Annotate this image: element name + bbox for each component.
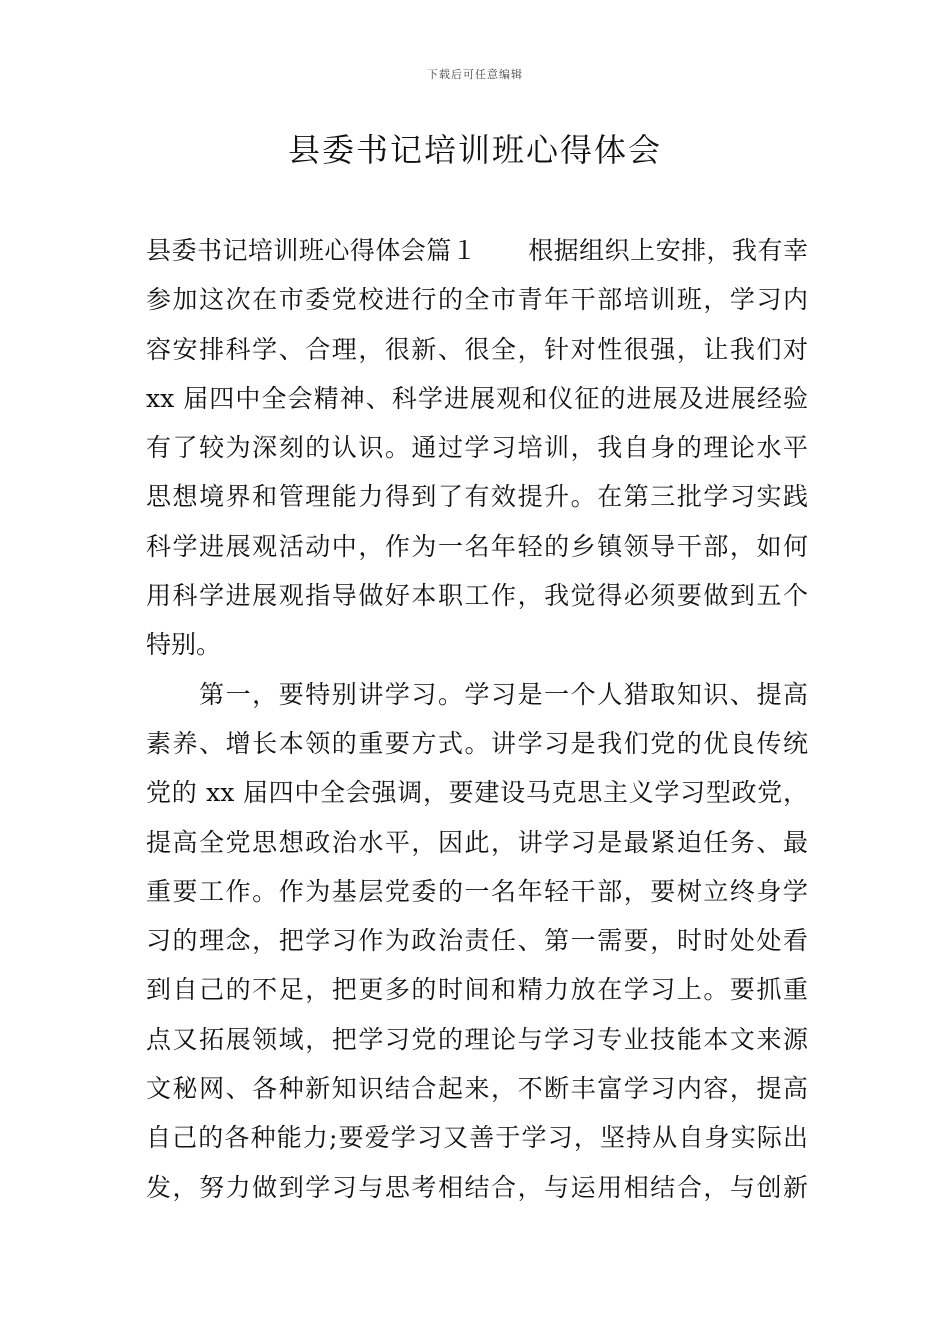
body-text-line: 参加这次在市委党校进行的全市青年干部培训班，学习内: [146, 285, 808, 315]
body-text-line: 容安排科学、合理，很新、很全，针对性很强，让我们对: [146, 334, 808, 364]
body-text-line: 自己的各种能力;要爱学习又善于学习，坚持从自身实际出: [146, 1123, 808, 1153]
body-text-line: 用科学进展观指导做好本职工作，我觉得必须要做到五个: [146, 581, 808, 611]
body-text-line: 党的 xx 届四中全会强调，要建设马克思主义学习型政党，: [146, 778, 808, 808]
body-text-line: 科学进展观活动中，作为一名年轻的乡镇领导干部，如何: [146, 531, 808, 561]
document-body: [146, 226, 808, 1212]
body-text-line: 提高全党思想政治水平，因此，讲学习是最紧迫任务、最: [146, 827, 808, 857]
body-text-line: 特别。: [146, 630, 222, 660]
body-text-line: 点又拓展领域，把学习党的理论与学习专业技能本文来源: [146, 1024, 808, 1054]
body-text-line: 文秘网、各种新知识结合起来，不断丰富学习内容，提高: [146, 1074, 808, 1104]
body-text-line: 到自己的不足，把更多的时间和精力放在学习上。要抓重: [146, 975, 808, 1005]
body-text-line: 第一，要特别讲学习。学习是一个人猎取知识、提高: [146, 679, 808, 709]
body-text-line: 县委书记培训班心得体会篇１ 根据组织上安排，我有幸: [146, 236, 808, 265]
body-text-line: 素养、增长本领的重要方式。讲学习是我们党的优良传统: [146, 728, 808, 758]
document-title: 县委书记培训班心得体会: [287, 131, 662, 169]
body-text-line: 习的理念，把学习作为政治责任、第一需要，时时处处看: [146, 926, 808, 956]
body-text-line: xx 届四中全会精神、科学进展观和仪征的进展及进展经验: [146, 383, 808, 413]
header-note: 下载后可任意编辑: [427, 68, 523, 81]
body-text-line: 发，努力做到学习与思考相结合，与运用相结合，与创新: [146, 1172, 808, 1202]
body-text-line: 有了较为深刻的认识。通过学习培训，我自身的理论水平: [146, 433, 808, 463]
body-text-line: 重要工作。作为基层党委的一名年轻干部，要树立终身学: [146, 876, 808, 906]
body-text-line: 思想境界和管理能力得到了有效提升。在第三批学习实践: [146, 482, 808, 512]
